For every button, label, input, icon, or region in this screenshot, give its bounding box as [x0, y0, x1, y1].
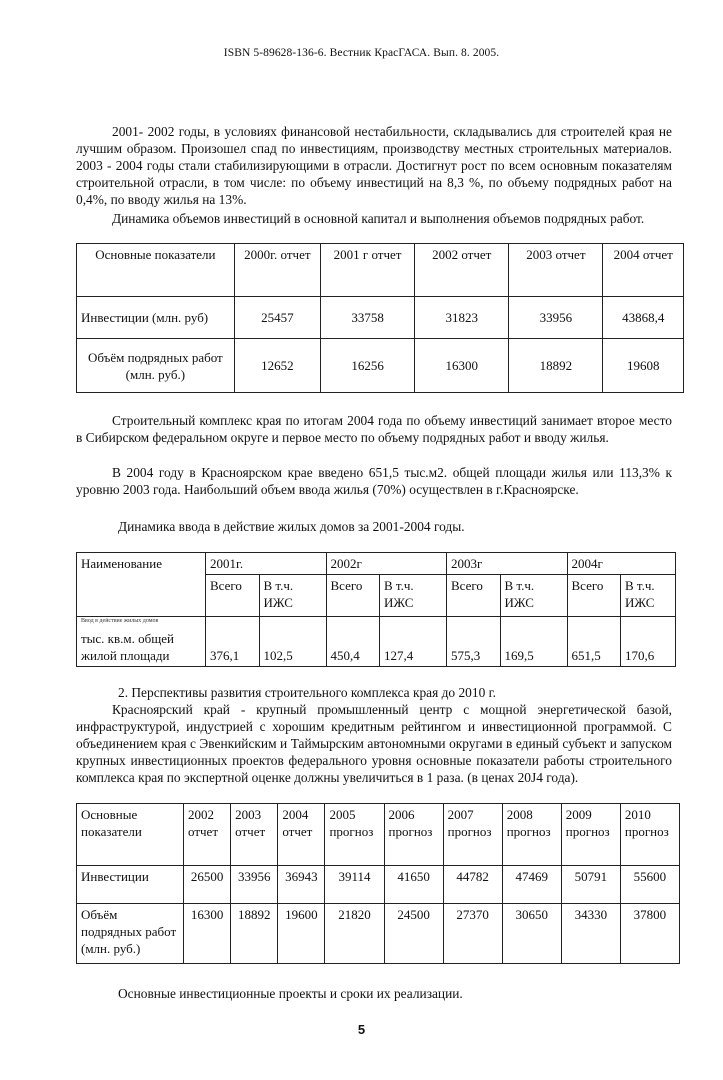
table2-cell: 102,5	[259, 617, 326, 667]
table1-header-cell: 2004 отчет	[603, 244, 684, 297]
table2-sub: В т.ч. ИЖС	[621, 575, 676, 617]
forecast-table-2002-2010	[76, 803, 680, 964]
table3-cell: 33956	[231, 866, 278, 904]
table2-sub: Всего	[326, 575, 380, 617]
table3-cell: 55600	[620, 866, 679, 904]
table3-header-cell: 2005 прогноз	[325, 804, 384, 866]
table3-header-cell: 2010 прогноз	[620, 804, 679, 866]
table3-cell: 27370	[443, 904, 502, 964]
table1-row-label: Объём подрядных работ (млн. руб.)	[77, 339, 235, 393]
table2-cell: 170,6	[621, 617, 676, 667]
table2-row-label	[77, 617, 206, 667]
table2-year: 2001г.	[206, 553, 327, 575]
table1-caption: Динамика объемов инвестиций в основной капитал и выполнения объемов подрядных работ.	[112, 211, 645, 226]
table2-cell: 450,4	[326, 617, 380, 667]
table3-row-label: Инвестиции	[77, 866, 184, 904]
table3-cell: 30650	[502, 904, 561, 964]
table3-cell: 47469	[502, 866, 561, 904]
table2-sub: Всего	[567, 575, 621, 617]
table1-header-cell: 2002 отчет	[415, 244, 509, 297]
table3-header-cell: 2007 прогноз	[443, 804, 502, 866]
table2-year: 2003г	[447, 553, 568, 575]
table3-cell: 44782	[443, 866, 502, 904]
table1-cell: 12652	[234, 339, 320, 393]
running-header: ISBN 5-89628-136-6. Вестник КрасГАСА. Вып. 8. 2005.	[223, 47, 500, 59]
table1-cell: 43868,4	[603, 297, 684, 339]
table3-cell: 26500	[184, 866, 231, 904]
table3-header-cell: 2009 прогноз	[561, 804, 620, 866]
table2-cell: 575,3	[447, 617, 501, 667]
table3-cell: 19600	[278, 904, 325, 964]
table2-year: 2002г	[326, 553, 447, 575]
table3-header-cell: Основные показатели	[77, 804, 184, 866]
table1-header-cell: Основные показатели	[77, 244, 235, 297]
paragraph-prospects: Красноярский край - крупный промышленный центр с мощной энергетической базой, инфраструктурой, индустрией с хорошим кредитным рейтингом и инвестиционной программой. С объединением края с Эвенкийским и Таймырским автономными округами в единый субъект и запуском крупных инвестиционных проектов федерального уровня основные показатели работы строительного комплекса края по экспертной оценке должны увеличиться в 1 раза. (в ценах 20J4 года).	[76, 702, 672, 785]
table2-year: 2004г	[567, 553, 676, 575]
table1-cell: 31823	[415, 297, 509, 339]
table3-header-cell: 2004 отчет	[278, 804, 325, 866]
table2-row-label-garbled: Ввод в действие жилых домов	[81, 618, 159, 624]
paragraph-rank: Строительный комплекс края по итогам 2004 года по объему инвестиций занимает второе место в Сибирском федеральном округе и первое место по объему подрядных работ и вводу жилья.	[76, 413, 672, 445]
paragraph-projects: Основные инвестиционные проекты и сроки их реализации.	[118, 986, 463, 1001]
table2-sub: Всего	[447, 575, 501, 617]
table2-cell: 376,1	[206, 617, 260, 667]
table2-sub: В т.ч. ИЖС	[259, 575, 326, 617]
table3-cell: 34330	[561, 904, 620, 964]
table3-cell: 18892	[231, 904, 278, 964]
table3-header-cell: 2003 отчет	[231, 804, 278, 866]
table2-row	[77, 617, 676, 667]
table1-cell: 25457	[234, 297, 320, 339]
table3-header-cell: 2002 отчет	[184, 804, 231, 866]
table2-row-label-text: тыс. кв.м. общей жилой площади	[81, 631, 174, 663]
investments-table-2000-2004	[76, 243, 684, 393]
table1-cell: 16300	[415, 339, 509, 393]
table3-cell: 24500	[384, 904, 443, 964]
table3-header-cell: 2008 прогноз	[502, 804, 561, 866]
section-heading: 2. Перспективы развития строительного комплекса края до 2010 г.	[118, 685, 496, 700]
table3-cell: 16300	[184, 904, 231, 964]
table1-cell: 19608	[603, 339, 684, 393]
table1-cell: 33758	[320, 297, 414, 339]
table3-row	[77, 904, 680, 964]
table3-cell: 21820	[325, 904, 384, 964]
table3-cell: 36943	[278, 866, 325, 904]
table3-header-row	[77, 804, 680, 866]
table2-name-header: Наименование	[77, 553, 206, 617]
paragraph-housing: В 2004 году в Красноярском крае введено 651,5 тыс.м2. общей площади жилья или 113,3% к уровню 2003 года. Наибольший объем ввода жилья (70%) осуществлен в г.Красноярске.	[76, 465, 672, 497]
table3-cell: 37800	[620, 904, 679, 964]
table2-sub: Всего	[206, 575, 260, 617]
table3-row	[77, 866, 680, 904]
table2-header-row	[77, 553, 676, 575]
table3-cell: 41650	[384, 866, 443, 904]
table2-caption: Динамика ввода в действие жилых домов за 2001-2004 годы.	[118, 519, 465, 534]
table1-row-label: Инвестиции (млн. руб)	[77, 297, 235, 339]
table3-header-cell: 2006 прогноз	[384, 804, 443, 866]
table3-cell: 39114	[325, 866, 384, 904]
table3-row-label: Объём подрядных работ (млн. руб.)	[77, 904, 184, 964]
table1-row	[77, 297, 684, 339]
table1-header-cell: 2003 отчет	[509, 244, 603, 297]
table2-cell: 169,5	[500, 617, 567, 667]
table3-cell: 50791	[561, 866, 620, 904]
table1-row	[77, 339, 684, 393]
table2-cell: 127,4	[380, 617, 447, 667]
table1-header-cell: 2000г. отчет	[234, 244, 320, 297]
table2-sub: В т.ч. ИЖС	[380, 575, 447, 617]
paragraph-intro: 2001- 2002 годы, в условиях финансовой нестабильности, складывались для строителей края не лучшим образом. Произошел спад по инвестициям, производству местных строительных материалов. 2003 - 2004 годы стали стабилизирующими в отрасли. Достигнут рост по всем основным показателям строительной отрасли, в том числе: по объему инвестиций на 8,3 %, по объему подрядных работ на 0,4%, по вводу жилья на 13%.	[76, 124, 672, 207]
table1-header-cell: 2001 г отчет	[320, 244, 414, 297]
table1-cell: 16256	[320, 339, 414, 393]
table1-cell: 18892	[509, 339, 603, 393]
table2-sub: В т.ч. ИЖС	[500, 575, 567, 617]
table2-cell: 651,5	[567, 617, 621, 667]
table1-header-row	[77, 244, 684, 297]
table1-cell: 33956	[509, 297, 603, 339]
page-number: 5	[357, 1022, 366, 1037]
housing-table-2001-2004	[76, 552, 676, 667]
